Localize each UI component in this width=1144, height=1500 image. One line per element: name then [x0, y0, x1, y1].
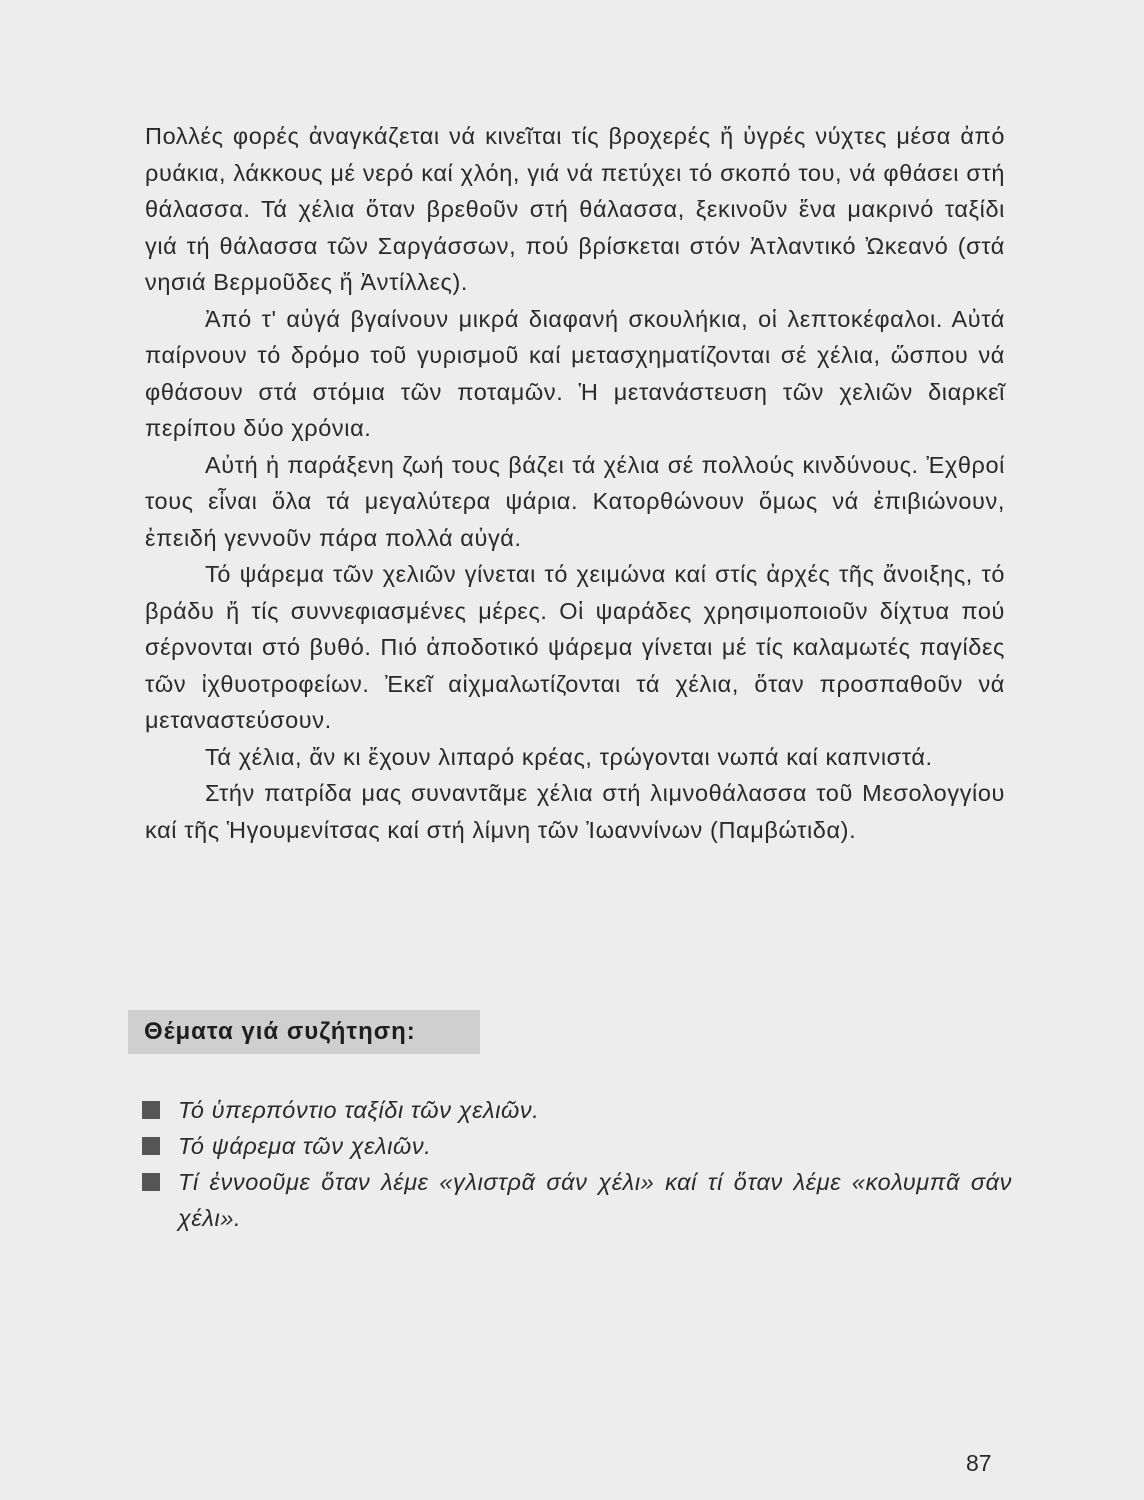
page-number: 87 — [966, 1450, 992, 1476]
discussion-topics-list — [142, 1092, 1012, 1236]
list-item — [142, 1092, 1012, 1128]
discussion-heading-box — [128, 1010, 480, 1054]
paragraph: Ἀπό τ' αὐγά βγαίνουν μικρά διαφανή σκουλήκια, οἱ λεπτοκέφαλοι. Αὐτά παίρνουν τό δρόμο τοῦ γυρισμοῦ καί μετασχηματίζονται σέ χέλια, ὥσπου νά φθάσουν στά στόμια τῶν ποταμῶν. Ἡ μετανάστευση τῶν χελιῶν διαρκεῖ περίπου δύο χρόνια. — [145, 305, 1005, 441]
topic-text: Τό ὑπερπόντιο ταξίδι τῶν χελιῶν. — [178, 1097, 540, 1123]
paragraph: Στήν πατρίδα μας συναντᾶμε χέλια στή λιμνοθάλασσα τοῦ Μεσολογγίου καί τῆς Ἡγουμενίτσας καί στή λίμνη τῶν Ἰωαννίνων (Παμβώτιδα). — [145, 780, 1005, 843]
paragraph: Αὐτή ἡ παράξενη ζωή τους βάζει τά χέλια σέ πολλούς κινδύνους. Ἐχθροί τους εἶναι ὅλα τά μεγαλύτερα ψάρια. Κατορθώνουν ὅμως νά ἐπιβιώνουν, ἐπειδή γεννοῦν πάρα πολλά αὐγά. — [145, 451, 1005, 551]
paragraph: Τά χέλια, ἄν κι ἔχουν λιπαρό κρέας, τρώγονται νωπά καί καπνιστά. — [205, 743, 933, 770]
paragraph: Τό ψάρεμα τῶν χελιῶν γίνεται τό χειμώνα καί στίς ἀρχές τῆς ἄνοιξης, τό βράδυ ἤ τίς συννεφιασμένες μέρες. Οἱ ψαράδες χρησιμοποιοῦν δίχτυα πού σέρνονται στό βυθό. Πιό ἀποδοτικό ψάρεμα γίνεται μέ τίς καλαμωτές παγίδες τῶν ἰχθυοτροφείων. Ἐκεῖ αἰχμαλωτίζονται τά χέλια, ὅταν προσπαθοῦν νά μεταναστεύσουν. — [145, 561, 1005, 733]
square-bullet-icon — [142, 1173, 160, 1191]
body-text — [145, 118, 1005, 848]
paragraph: Πολλές φορές ἀναγκάζεται νά κινεῖται τίς βροχερές ἤ ὑγρές νύχτες μέσα ἀπό ρυάκια, λάκκους μέ νερό καί χλόη, γιά νά πετύχει τό σκοπό του, νά φθάσει στή θάλασσα. Τά χέλια ὅταν βρεθοῦν στή θάλασσα, ξεκινοῦν ἕνα μακρινό ταξίδι γιά τή θάλασσα τῶν Σαργάσσων, πού βρίσκεται στόν Ἀτλαντικό Ὠκεανό (στά νησιά Βερμοῦδες ἤ Ἀντίλλες). — [145, 123, 1005, 295]
list-item — [142, 1164, 1012, 1236]
square-bullet-icon — [142, 1137, 160, 1155]
list-item — [142, 1128, 1012, 1164]
square-bullet-icon — [142, 1101, 160, 1119]
discussion-heading: Θέματα γιά συζήτηση: — [144, 1018, 416, 1045]
topic-text: Τό ψάρεμα τῶν χελιῶν. — [178, 1133, 432, 1159]
topic-text: Τί ἐννοοῦμε ὅταν λέμε «γλιστρᾶ σάν χέλι» καί τί ὅταν λέμε «κολυμπᾶ σάν χέλι». — [178, 1169, 1012, 1231]
